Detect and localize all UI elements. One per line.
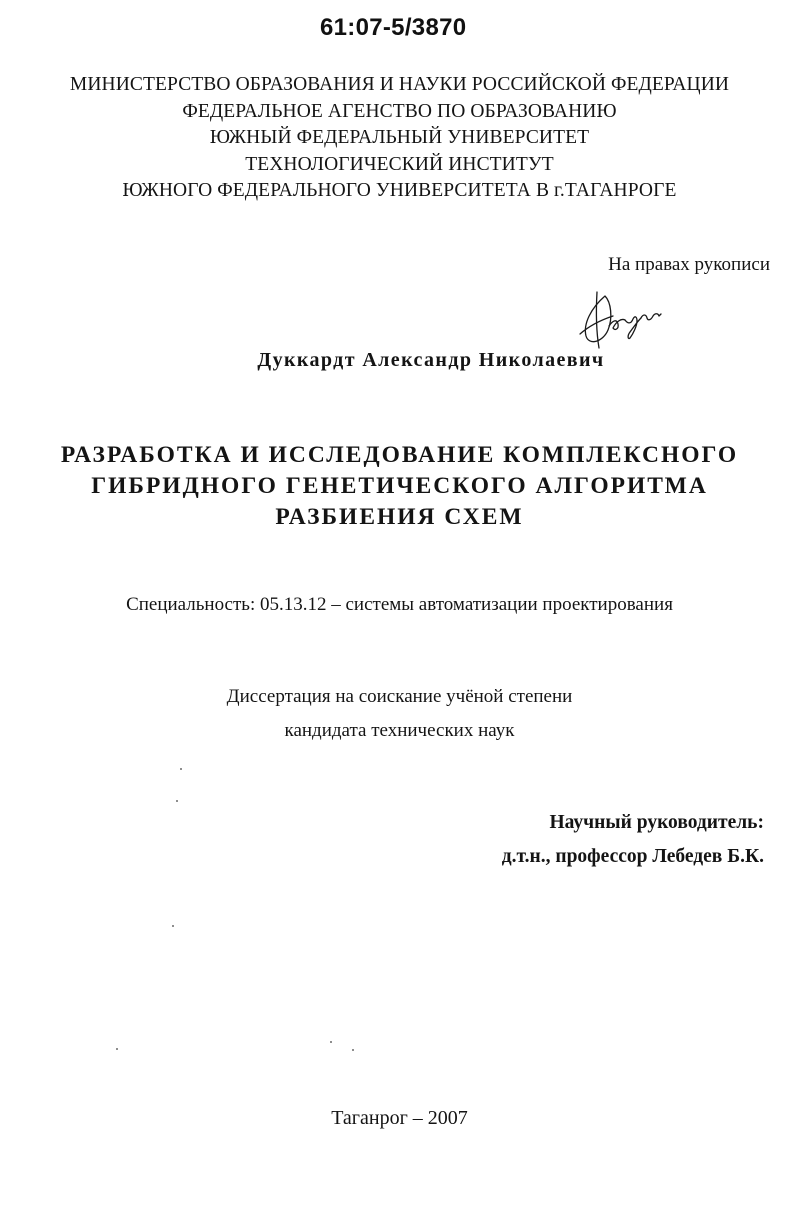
organization-line-agency: ФЕДЕРАЛЬНОЕ АГЕНСТВО ПО ОБРАЗОВАНИЮ bbox=[182, 100, 617, 122]
title-line-3: РАЗБИЕНИЯ СХЕМ bbox=[275, 504, 524, 530]
supervisor-label: Научный руководитель: bbox=[549, 812, 764, 833]
manuscript-note: На правах рукописи bbox=[608, 254, 770, 275]
scan-speck bbox=[172, 925, 174, 927]
city-year: Таганрог – 2007 bbox=[331, 1107, 468, 1129]
organization-block bbox=[0, 72, 799, 205]
scan-speck bbox=[176, 800, 178, 802]
catalog-number: 61:07-5/3870 bbox=[320, 14, 467, 41]
handwritten-signature bbox=[575, 290, 665, 352]
scan-speck bbox=[352, 1049, 354, 1051]
degree-statement bbox=[0, 680, 799, 748]
organization-line-university: ЮЖНЫЙ ФЕДЕРАЛЬНЫЙ УНИВЕРСИТЕТ bbox=[209, 127, 590, 148]
organization-line-ministry: МИНИСТЕРСТВО ОБРАЗОВАНИЯ И НАУКИ РОССИЙСКОЙ ФЕДЕРАЦИИ bbox=[69, 74, 730, 95]
title-line-2: ГИБРИДНОГО ГЕНЕТИЧЕСКОГО АЛГОРИТМА bbox=[91, 473, 708, 499]
organization-line-location: ЮЖНОГО ФЕДЕРАЛЬНОГО УНИВЕРСИТЕТА В г.ТАГАНРОГЕ bbox=[122, 180, 677, 201]
dissertation-title bbox=[0, 440, 799, 533]
supervisor-name: д.т.н., профессор Лебедев Б.К. bbox=[501, 846, 764, 867]
degree-line-2: кандидата технических наук bbox=[284, 720, 515, 741]
author-name: Дуккардт Александр Николаевич bbox=[257, 349, 605, 371]
title-line-1: РАЗРАБОТКА И ИССЛЕДОВАНИЕ КОМПЛЕКСНОГО bbox=[60, 442, 739, 468]
degree-line-1: Диссертация на соискание учёной степени bbox=[226, 686, 573, 707]
specialty-line: Специальность: 05.13.12 – системы автоматизации проектирования bbox=[126, 594, 673, 615]
scan-speck bbox=[116, 1048, 118, 1050]
supervisor-block bbox=[502, 806, 764, 874]
scan-speck bbox=[180, 768, 182, 770]
organization-line-institute: ТЕХНОЛОГИЧЕСКИЙ ИНСТИТУТ bbox=[245, 153, 554, 175]
scan-speck bbox=[330, 1041, 332, 1043]
